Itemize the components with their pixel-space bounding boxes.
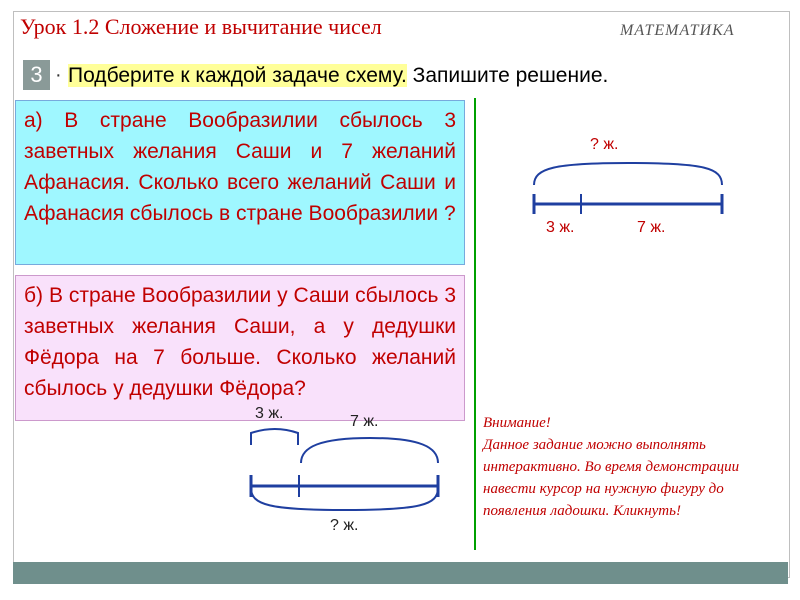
task-instruction-plain: Запишите решение. [406,64,609,87]
task-instruction-highlighted: Подберите к каждой задаче схему. [68,64,407,87]
lesson-title: Урок 1.2 Сложение и вычитание чисел [20,14,382,39]
scheme-2[interactable] [251,429,438,510]
task-bullet: · [55,64,62,86]
scheme-1-part2-label: 7 ж. [637,219,666,236]
scheme-1-part1-label: 3 ж. [546,219,575,236]
scheme-1[interactable] [534,163,722,214]
teacher-note [483,412,773,522]
scheme-1-total-label: ? ж. [590,136,619,153]
scheme-2-part1-label: 3 ж. [255,405,284,422]
scheme-1-total-brace [534,163,722,185]
note-body: Данное задание можно выполнять интерактивно. Во время демонстрации навести курсор на нужную фигуру [483,437,740,497]
note-body-accent: до появления ладошки. Кликнуть! [483,481,724,519]
problem-a[interactable]: а) В стране Вообразилии сбылось 3 заветных желания Саши и 7 желаний Афанасия. Сколько всего желаний Саши и Афанасия сбылось в стране Вообразилии ? [15,100,465,265]
task-number-badge: 3 [23,60,50,90]
scheme-2-part2-label: 7 ж. [350,413,379,430]
scheme-2-total-label: ? ж. [330,517,359,534]
scheme-2-part1-brace [251,429,298,445]
problem-b[interactable]: б) В стране Вообразилии у Саши сбылось 3 заветных желания Саши, а у дедушки Фёдора на 7 больше. Сколько желаний сбылось у дедушки Фёдора? [15,275,465,421]
subject-label: МАТЕМАТИКА [620,22,735,39]
scheme-2-total-brace [251,488,438,510]
scheme-2-part2-brace [301,438,438,463]
note-heading: Внимание! [483,415,551,431]
